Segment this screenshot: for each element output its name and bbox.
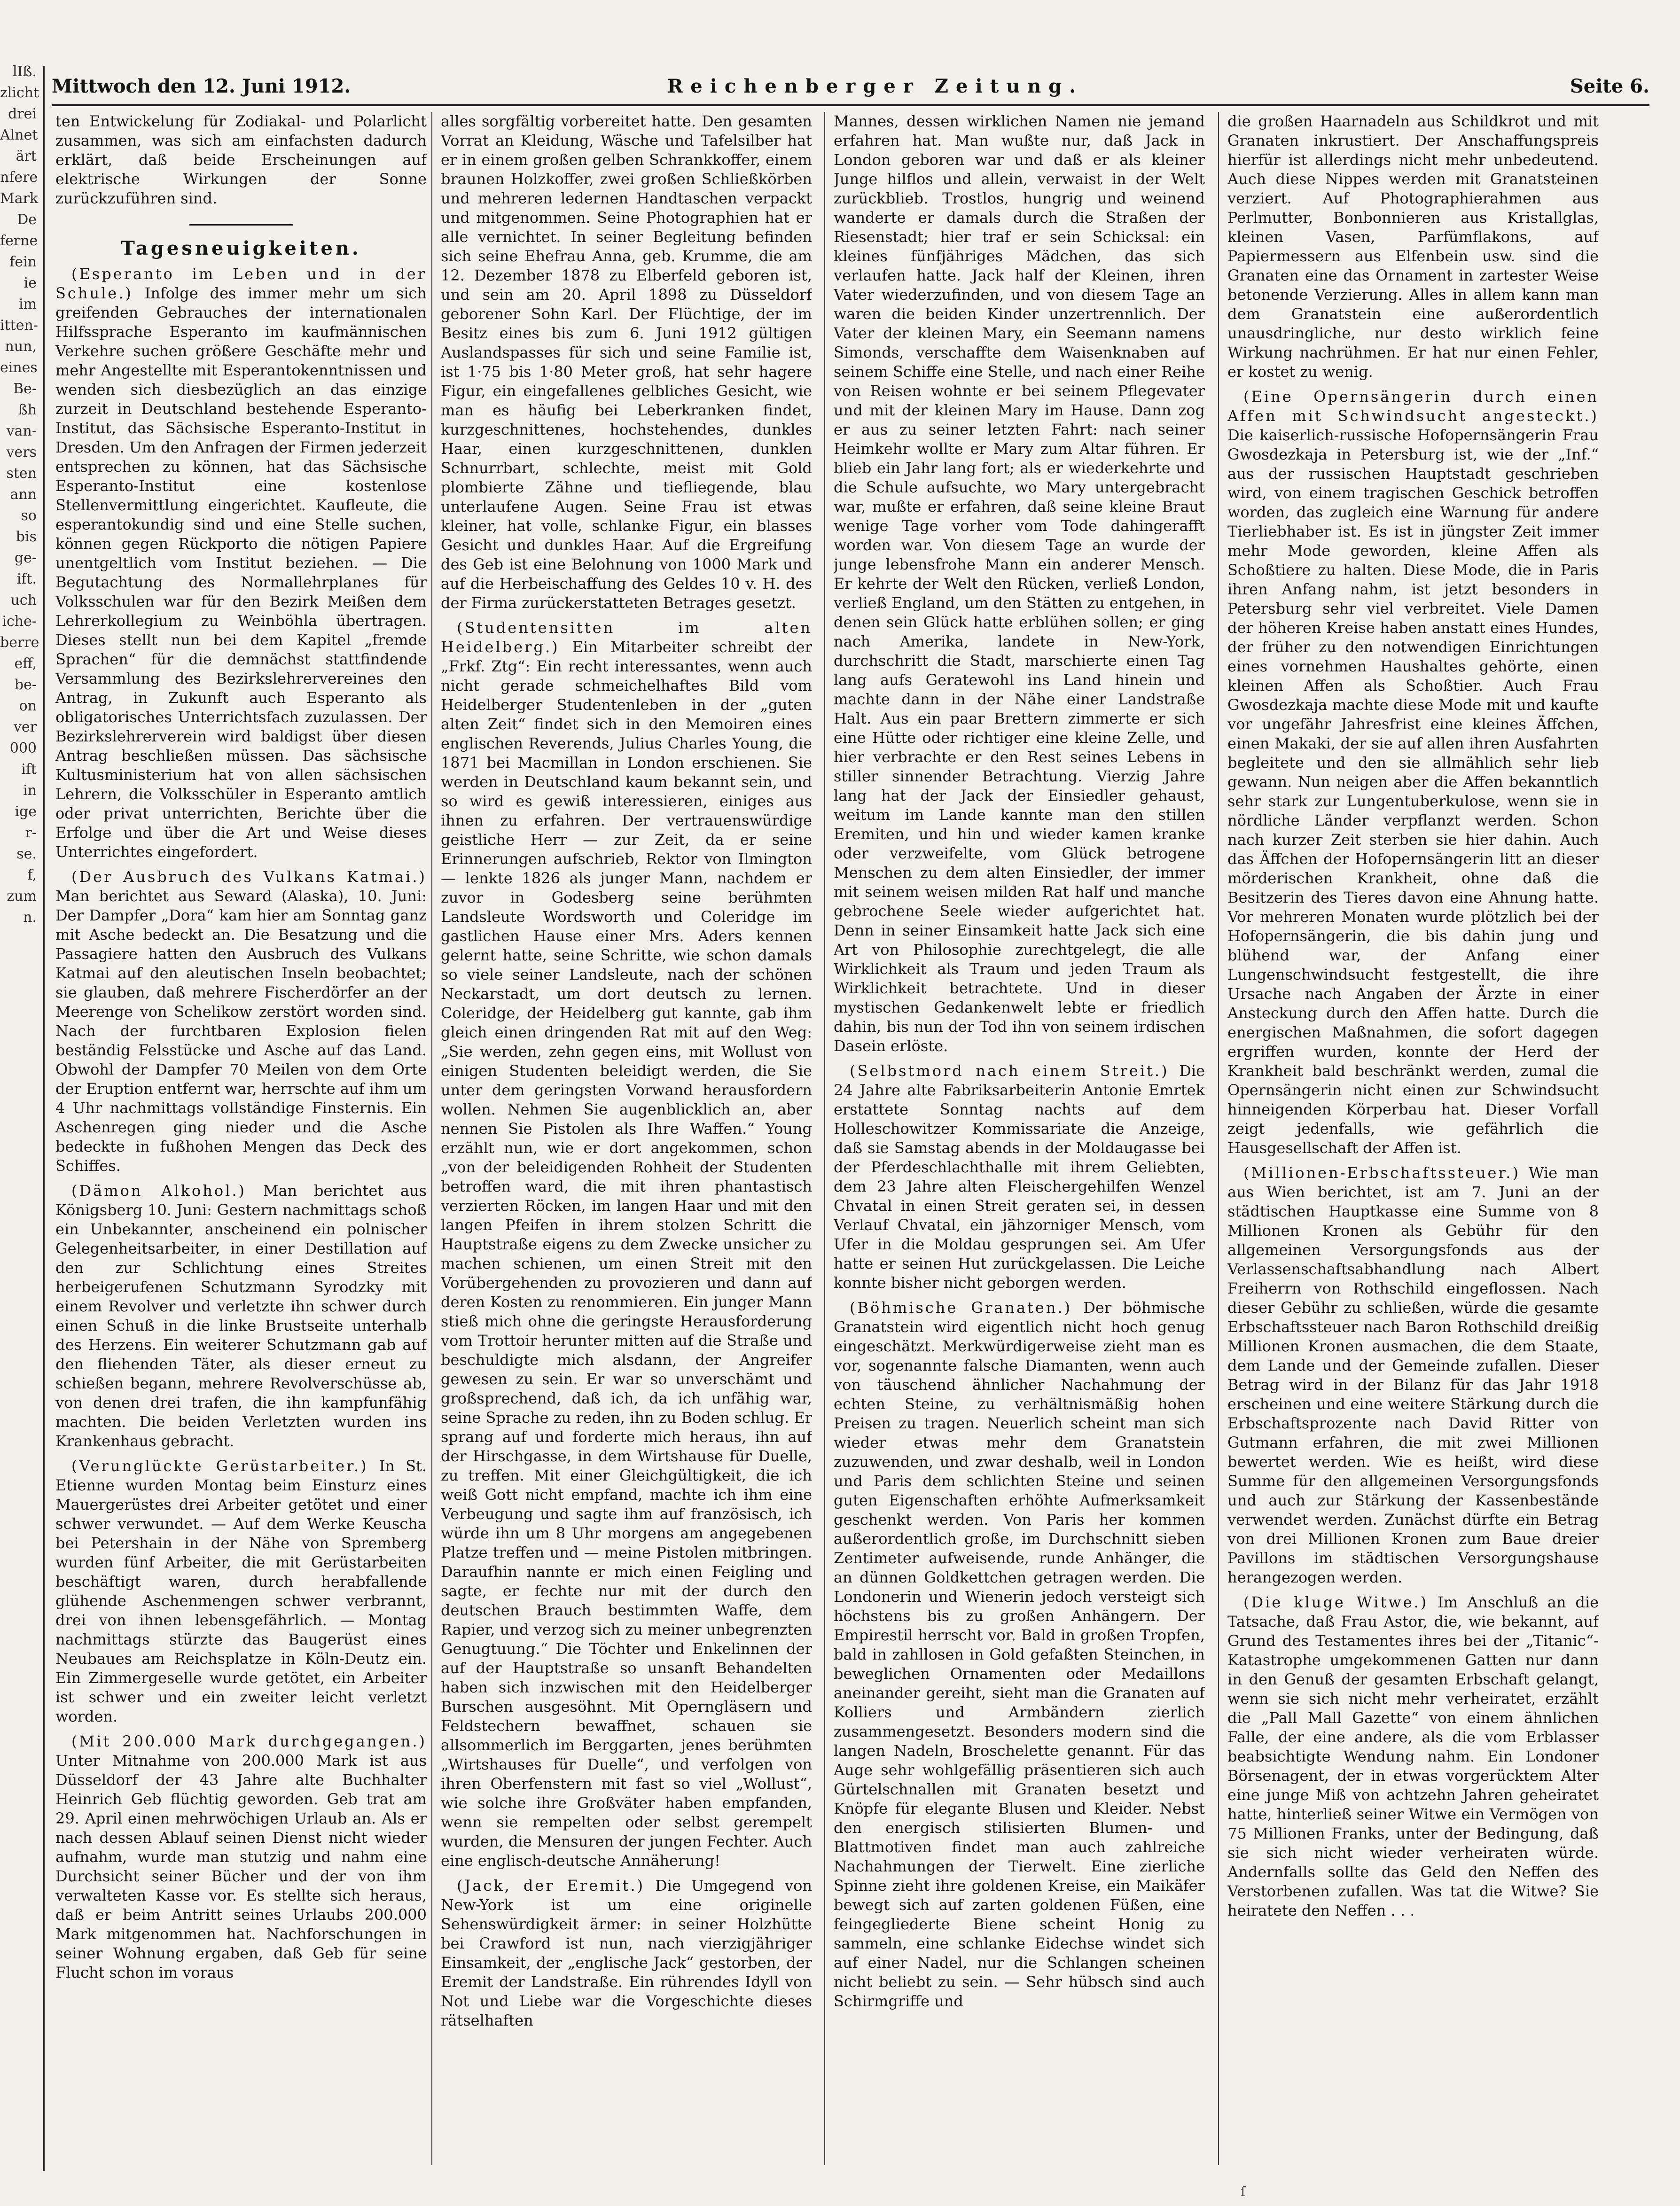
margin-fragment: se. — [16, 846, 37, 862]
margin-fragment: ärt — [16, 148, 37, 164]
margin-fragment: vers — [6, 444, 37, 460]
article-text: Der böhmische Granatstein wird eigentlich nicht hoch genug eingeschätzt. Merkwürdigerweise zieht man es vor, sogenannte falsche Diamanten, wenn auch von täuschend ähnlicher Nachahmung der echten Steine, zu verhältnismäßig hohen Preisen zu tragen. Neuerlich scheint man sich wieder etwas mehr dem Granatstein zuzuwenden, und zwar deshalb, weil in London und Paris dem schlichten Steine und seinen guten Eigenschaften erhöhte Aufmerksamkeit geschenkt werden. Von Paris her kommen außerordentlich große, im Durchschnitt sieben Zentimeter aufweisende, runde Anhänger, die an dünnen Goldkettchen getragen werden. Die Londonerin und Wienerin jedoch versteigt sich höchstens bis zu großen Anhängern. Der Empirestil herrscht vor. Bald in großen Tropfen, bald in zahllosen in Gold gefaßten Steinchen, in beweglichen Ornamenten oder Medaillons aneinander gereiht, sieht man die Granaten auf Kolliers und Armbändern zierlich zusammengesetzt. Besonders modern sind die langen Nadeln, Broschelette genannt. Für das Auge sehr wohlgefällig präsentieren sich auch Gürtelschnallen mit Granaten besetzt und Knöpfe für elegante Blusen und Kleider. Nebst den energisch stilisierten Blumen- und Blattmotiven findet man auch zahlreiche Nachahmungen der Tierwelt. Eine zierliche Spinne zieht ihre goldenen Kreise, ein Maikäfer bewegt sich auf zarten goldenen Füßen, eine feingegliederte Biene scheint Honig zu sammeln, eine schlanke Eidechse windet sich auf einer Nadel, nur die Schlangen scheinen nicht beliebt zu sein. — Sehr hübsch sind auch Schirmgriffe und — [834, 1299, 1205, 2010]
article-paragraph — [55, 1732, 427, 1982]
article-paragraph — [1227, 1163, 1599, 1587]
article-text: Ein Mitarbeiter schreibt der „Frkf. Ztg“: Ein recht interessantes, wenn auch nicht gerade schmeichelhaftes Bild vom Heidelberger Studentenleben in der „guten alten Zeit“ findet sich in den Memoiren eines englischen Reverends, Julius Charles Young, die 1871 bei Macmillan in London erschienen. Sie werden in Deutschland kaum bekannt sein, und so wird es gewiß interessieren, einiges aus ihnen zu erfahren. Der vertrauenswürdige geistliche Herr — zur Zeit, da er seine Erinnerungen aufschrieb, Rektor von Ilmington — lenkte 1826 als junger Mann, nachdem er zuvor in Godesberg seine berühmten Landsleute Wordsworth und Coleridge im gastlichen Hause einer Mrs. Aders kennen gelernt hatte, seine Schritte, wie schon damals so viele seiner Landsleute, nach der schönen Neckarstadt, um dort deutsch zu lernen. Coleridge, der Heidelberg gut kannte, gab ihm gleich einen dringenden Rat mit auf den Weg: „Sie werden, zehn gegen eins, mit Wollust von einigen Studenten beleidigt werden, die Sie unter dem geringsten Vorwand herausfordern wollen. Nehmen Sie augenblicklich an, aber nennen Sie Pistolen als Ihre Waffen.“ Young erzählt nun, wie er dort angekommen, schon „von der beleidigenden Rohheit der Studenten betroffen ward, die mit ihren phantastisch verzierten Röcken, im langen Haar und mit den langen Pfeifen in ihrem stolzen Schritt die Hauptstraße eigens zu dem Zwecke unsicher zu machen schienen, um einen Streit mit den Vorübergehenden zu provozieren und dann auf deren Kosten zu renommieren. Ein junger Mann stieß mich ohne die geringste Herausforderung vom Trottoir herunter mitten auf die Straße und beschuldigte mich alsdann, der Angreifer gewesen zu sein. Er war so unverschämt und großsprechend, daß ich, da ich unfähig war, seine Sprache zu reden, ihn zu Boden schlug. Er sprang auf und forderte mich heraus, ihn auf der Hirschgasse, in dem Wirtshause für Duelle, zu treffen. Mit einer Gleichgültigkeit, die ich weiß Gott nicht empfand, machte ich ihm eine Verbeugung und sagte ihm auf französisch, ich würde ihn um 8 Uhr morgens am angegebenen Platze treffen und — meine Pistolen mitbringen. Daraufhin nannte er mich einen Feigling und sagte, er fechte nur mit der durch den deutschen Brauch bestimmten Waffe, dem Rapier, und verzog sich zu meiner unbegrenzten Genugtuung.“ Die Töchter und Enkelinnen der auf der Hauptstraße so unsanft Behandelten haben sich inzwischen mit den Heidelberger Burschen ausgesöhnt. Mit Operngläsern und Feldstechern bewaffnet, schauen sie allsommerlich im Berggarten, jenes berühmten „Wirtshauses für Duelle“, und verfolgen von ihren Oberfenstern mit fast so viel „Wollust“, wie solche ihre Großväter haben empfanden, wenn sie rempelten oder selbst gerempelt wurden, die Mensuren der jungen Fechter. Auch eine englisch-deutsche Annäherung! — [441, 638, 812, 1870]
article-paragraph — [834, 1061, 1205, 1293]
article-text: Man berichtet aus Königsberg 10. Juni: Gestern nachmittags schoß ein Unbekannter, anscheinend ein polnischer Gelegenheitsarbeiter, in einer Destillation auf den zur Schlichtung eines Streites herbeigerufenen Schutzmann Syrodzky mit einem Revolver und verletzte ihn schwer durch einen Schuß in die linke Brustseite unterhalb des Herzens. Ein weiterer Schutzmann gab auf den fliehenden Täter, als dieser erneut zu schießen begann, mehrere Revolverschüsse ab, von denen drei trafen, die ihn kampfunfähig machten. Die beiden Verletzten wurden ins Krankenhaus gebracht. — [55, 1182, 427, 1450]
margin-fragment: fein — [9, 254, 37, 270]
margin-fragment: 000 — [9, 740, 37, 756]
article-kicker: (Dämon Alkohol.) — [71, 1182, 246, 1200]
article-paragraph — [441, 618, 812, 1871]
article-paragraph — [441, 1876, 812, 2030]
margin-fragment: berre — [0, 634, 39, 651]
page-number: Seite 6. — [1570, 75, 1649, 97]
section-divider — [189, 224, 293, 226]
article-paragraph — [55, 1457, 427, 1726]
article-text: alles sorgfältig vorbereitet hatte. Den gesamten Vorrat an Kleidung, Wäsche und Tafelsilber hat er in einem großen gelben Schrankkoffer, einem braunen Holzkoffer, zwei großen Schließkörben und mehreren ledernen Handtaschen verpackt und mitgenommen. Seine Photographien hat er alle vernichtet. In seiner Begleitung befinden sich seine Ehefrau Anna, geb. Krumme, die am 12. Dezember 1878 zu Elberfeld geboren ist, und sein am 20. April 1898 zu Düsseldorf geborener Sohn Karl. Der Flüchtige, der im Besitz eines bis zum 6. Juni 1912 gültigen Auslandspasses für sich und seine Familie ist, ist 1·75 bis 1·80 Meter groß, hat sehr hagere Figur, ein eingefallenes gelbliches Gesicht, wie man es häufig bei Leberkranken findet, kurzgeschnittenes, hochstehendes, dunkles Haar, einen kurzgeschnittenen, dunklen Schnurrbart, schlechte, meist mit Gold plombierte Zähne und tiefliegende, blau unterlaufene Augen. Seine Frau ist etwas kleiner, hat volle, schlanke Figur, ein blasses Gesicht und dunkles Haar. Auf die Ergreifung des Geb ist eine Belohnung von 1000 Mark und auf die Herbeischaffung des Geldes 10 v. H. des der Firma zurückerstatteten Betrages gesetzt. — [441, 112, 812, 612]
margin-fragment: De — [17, 211, 37, 228]
header-rule — [52, 104, 1649, 106]
article-paragraph — [1227, 387, 1599, 1158]
margin-fragment: ie — [23, 275, 37, 291]
article-kicker: (Der Ausbruch des Vulkans Katmai.) — [71, 868, 427, 886]
article-paragraph — [834, 1298, 1205, 2011]
column-rule — [824, 112, 825, 2165]
margin-fragment: in — [23, 782, 37, 799]
article-text: Die 24 Jahre alte Fabriksarbeiterin Antonie Emrtek erstattete Sonntag nachts auf dem Holleschowitzer Kommissariate die Anzeige, daß sie Samstag abends in der Moldaugasse bei der Pferdeschlachthalle mit ihrem Geliebten, dem 23 Jahre alten Fleischergehilfen Wenzel Chvatal in einen Streit geraten sei, in dessen Verlauf Chvatal, ein jähzorniger Mensch, vom Ufer in die Moldau gesprungen sei. Am Ufer hatte er seinen Hut zurückgelassen. Die Leiche konnte bisher nicht geborgen werden. — [834, 1062, 1205, 1292]
article-text: Man berichtet aus Seward (Alaska), 10. Juni: Der Dampfer „Dora“ kam hier am Sonntag ganz mit Asche bedeckt an. Die Besatzung und die Passagiere hatten den Ausbruch des Vulkans Katmai auf den aleutischen Inseln beobachtet; sie glauben, daß mehrere Fischerdörfer an der Meerenge von Schelikow zerstört worden sind. Nach der furchtbaren Explosion fielen beständig Felsstücke und Asche auf das Land. Obwohl der Dampfer 70 Meilen von dem Orte der Eruption entfernt war, herrschte auf ihm um 4 Uhr nachmittags vollständige Finsternis. Ein Aschenregen ging nieder und die Asche bedeckte in fußhohen Mengen das Deck des Schiffes. — [55, 887, 427, 1175]
article-paragraph — [1227, 1593, 1599, 1920]
margin-fragment: zlicht — [0, 85, 39, 101]
margin-fragment: lIß. — [12, 63, 37, 80]
article-text: die großen Haarnadeln aus Schildkrot und mit Granaten inkrustiert. Der Anschaffungspreis hierfür ist allerdings nicht mehr unbedeutend. Auch diese Nippes werden mit Granatsteinen verziert. Auf Photographierahmen aus Perlmutter, Bonbonnieren aus Kristallglas, kleinen Vasen, Parfümflakons, auf Papiermessern aus Elfenbein usw. sind die Granaten eine das Ornament in zartester Weise betonende Verzierung. Alles in allem kann man dem Granatstein eine außerordentlich unausdringliche, nur desto wirklich feine Wirkung nachrühmen. Er hat nur einen Fehler, er kostet zu wenig. — [1227, 112, 1599, 381]
margin-fragment: ge- — [14, 550, 37, 566]
margin-fragment: bis — [16, 529, 37, 545]
article-text: ten Entwickelung für Zodiakal- und Polarlicht zusammen, was sich am einfachsten dadurch erklärt, daß beide Erscheinungen auf elektrische Wirkungen der Sonne zurückzuführen sind. — [55, 112, 427, 207]
margin-fragment: on — [19, 698, 37, 714]
article-text: In St. Etienne wurden Montag beim Einsturz eines Mauergerüstes drei Arbeiter getötet und einer schwer verwundet. — Auf dem Werke Keuscha bei Petershain in der Nähe von Spremberg wurden fünf Arbeiter, die mit Gerüstarbeiten beschäftigt waren, durch herabfallende glühende Aschenmengen schwer verbrannt, drei von ihnen lebensgefährlich. — Montag nachmittags stürzte das Baugerüst eines Neubaues am Reichsplatze in Köln-Deutz ein. Ein Zimmergeselle wurde getötet, ein Arbeiter ist schwer und ein zweiter leicht verletzt worden. — [55, 1457, 427, 1725]
article-text: Im Anschluß an die Tatsache, daß Frau Astor, die, wie bekannt, auf Grund des Testamentes ihres bei der „Titanic“-Katastrophe umgekommenen Gatten nur dann in den Genuß der gesamten Erbschaft gelangt, wenn sie sich nicht mehr verheiratet, erzählt die „Pall Mall Gazette“ von einem ähnlichen Falle, der eine andere, als die vom Erblasser beabsichtigte Wendung nahm. Ein Londoner Börsenagent, der in etwas vorgerücktem Alter eine junge Miß von achtzehn Jahren geheiratet hatte, hinterließ seiner Witwe ein Vermögen von 75 Millionen Franks, unter der Bedingung, daß sie sich nicht wieder verheiraten würde. Andernfalls sollte das Geld den Neffen des Verstorbenen zufallen. Was tat die Witwe? Sie heiratete den Neffen . . . — [1227, 1593, 1599, 1919]
margin-fragment: ann — [10, 486, 37, 503]
section-title: Tagesneuigkeiten. — [121, 237, 361, 259]
article-paragraph — [55, 265, 427, 862]
margin-fragment: uch — [10, 592, 37, 608]
column-3 — [834, 112, 1205, 2165]
article-kicker: (Millionen-Erbschaftssteuer.) — [1243, 1164, 1520, 1182]
margin-fragment: r- — [25, 825, 37, 841]
margin-fragment: ferne — [0, 233, 38, 249]
margin-fragment: ver — [13, 719, 37, 735]
column-rule — [431, 112, 432, 2165]
margin-fragment: iche- — [2, 613, 37, 630]
column-2 — [441, 112, 812, 2165]
article-paragraph — [55, 867, 427, 1176]
margin-fragment: ift — [21, 761, 37, 778]
margin-fragment: Be- — [13, 381, 37, 397]
article-kicker: (Die kluge Witwe.) — [1243, 1593, 1429, 1611]
margin-fragment: itten- — [0, 317, 38, 334]
footer-mark: ſ — [1241, 2184, 1246, 2199]
newspaper-title: Reichenberger Zeitung. — [667, 75, 1084, 97]
margin-rule — [43, 66, 45, 2171]
article-text: Unter Mitnahme von 200.000 Mark ist aus Düsseldorf der 43 Jahre alte Buchhalter Heinrich Geb flüchtig geworden. Geb trat am 29. April einen mehrwöchigen Urlaub an. Als er nach dessen Ablauf seinen Dienst nicht wieder aufnahm, wurde man stutzig und nahm eine Durchsicht seiner Bücher und der von ihm verwalteten Kasse vor. Es stellte sich heraus, daß er beim Antritt seines Urlaubs 200.000 Mark mitgenommen hat. Nachforschungen in seiner Wohnung ergaben, daß Geb für seine Flucht schon im voraus — [55, 1752, 427, 1981]
article-kicker: (Selbstmord nach einem Streit.) — [850, 1062, 1169, 1080]
column-rule — [1218, 112, 1219, 2165]
column-1 — [55, 112, 427, 2165]
article-kicker: (Jack, der Eremit.) — [457, 1877, 645, 1894]
margin-fragment: ßh — [18, 402, 37, 418]
article-paragraph — [1227, 112, 1599, 382]
margin-fragment: drei — [8, 106, 37, 122]
header-date: Mittwoch den 12. Juni 1912. — [52, 75, 351, 97]
article-kicker: (Verunglückte Gerüstarbeiter.) — [71, 1457, 368, 1475]
article-kicker: (Mit 200.000 Mark durchgegangen.) — [71, 1732, 427, 1750]
margin-fragment: be- — [14, 677, 37, 693]
column-4 — [1227, 112, 1599, 2165]
margin-fragment: zum — [7, 888, 37, 904]
margin-fragment: Mark — [0, 190, 39, 207]
margin-fragment: nun, — [5, 338, 37, 355]
article-text: Mannes, dessen wirklichen Namen nie jemand erfahren hat. Man wußte nur, daß Jack in London geboren war und daß er als kleiner Junge hilflos und allein, verwaist in der Welt zurückblieb. Trostlos, hungrig und weinend wanderte er damals durch die Straßen der Riesenstadt; hier traf er sein Schicksal: ein kleines fünfjähriges Mädchen, das sich verlaufen hatte. Jack half der Kleinen, ihren Vater wiederzufinden, und von diesem Tage an waren die beiden Kinder unzertrennlich. Der Vater der kleinen Mary, ein Seemann namens Simonds, verschaffte dem Waisenknaben auf seinem Schiffe eine Stelle, und nach einer Reihe von Reisen wohnte er bei seinem Pflegevater und mit der kleinen Mary im Hause. Dann zog er aus zu seiner letzten Fahrt: nach seiner Heimkehr wollte er Mary zum Altar führen. Er blieb ein Jahr lang fort; als er wiederkehrte und die Schule aufsuchte, wo Mary untergebracht war, mußte er erfahren, daß seine kleine Braut wenige Tage vorher vom Tode dahingerafft worden war. Von diesem Tage an wurde der junge lebensfrohe Mann ein anderer Mensch. Er kehrte der Welt den Rücken, verließ London, verließ England, um den Stätten zu entgehen, in denen sein Glück hatte erblühen sollen; er ging nach Amerika, landete in New-York, durchschritt die Stadt, marschierte einen Tag lang aufs Geratewohl ins Land hinein und machte dann in der Nähe einer Landstraße Halt. Aus ein paar Brettern zimmerte er sich eine Hütte oder richtiger eine kleine Zelle, und hier verbrachte er den Rest seines Lebens in stiller sinnender Betrachtung. Vierzig Jahre lang hat der Jack der Einsiedler gehaust, weitum im Lande kannte man den stillen Eremiten, und hin und wieder kamen kranke oder verzweifelte, vom Glück betrogene Menschen zu dem alten Einsiedler, der immer mit seinem weisen milden Rat half und manche gebrochene Seele wieder aufgerichtet hat. Denn in seiner Einsamkeit hatte Jack sich eine Art von Philosophie zurechtgelegt, die alle Wirklichkeit als Traum und jeden Traum als Wirklichkeit betrachtete. Und in dieser mystischen Gedankenwelt lebte er friedlich dahin, bis nun der Tod ihn von seinem irdischen Dasein erlöste. — [834, 112, 1205, 1055]
margin-fragment: ift. — [16, 571, 37, 587]
article-kicker: (Studentensitten im alten Heidelberg.) — [441, 619, 812, 656]
margin-fragment: van- — [6, 423, 37, 439]
margin-fragment: n. — [23, 909, 37, 926]
margin-fragment: eff, — [14, 655, 37, 672]
article-paragraph — [55, 1181, 427, 1451]
margin-fragment: ige — [15, 803, 37, 820]
margin-fragment: f, — [27, 867, 37, 883]
margin-fragment: nfere — [0, 169, 38, 186]
margin-fragment: im — [18, 296, 37, 312]
article-paragraph — [441, 112, 812, 613]
article-paragraph — [834, 112, 1205, 1056]
article-text: Die Umgegend von New-York ist um eine originelle Sehenswürdigkeit ärmer: in seiner Holzhütte bei Crawford ist nun, nach vierzigjähriger Einsamkeit, der „englische Jack“ gestorben, der Eremit der Landstraße. Ein rührendes Idyll von Not und Liebe war die Vorgeschichte dieses rätselhaften — [441, 1877, 812, 2029]
article-text: Wie man aus Wien berichtet, ist am 7. Juni an der städtischen Hauptkasse eine Summe von 8 Millionen Kronen als Gebühr für den allgemeinen Versorgungsfonds aus der Verlassenschaftsabhandlung nach Albert Freiherrn von Rothschild eingeflossen. Nach dieser Gebühr zu schließen, würde die gesamte Erbschaftssteuer nach Baron Rothschild dreißig Millionen Kronen ausmachen, die dem Staate, dem Lande und der Gemeinde zufallen. Dieser Betrag wird in der Bilanz für das Jahr 1918 erscheinen und eine weitere Stärkung durch die Erbschaftsprozente nach David Ritter von Gutmann erfahren, die mit zwei Millionen bewertet werden. Wie es heißt, wird diese Summe für den allgemeinen Versorgungsfonds und auch zur Stärkung der Kassenbestände verwendet werden. Zunächst dürfte ein Betrag von drei Millionen Kronen zum Baue dreier Pavillons im städtischen Versorgungshause herangezogen werden. — [1227, 1164, 1599, 1586]
article-kicker: (Eine Opernsängerin durch einen Affen mit Schwindsucht angesteckt.) — [1227, 388, 1599, 425]
article-text: Die kaiserlich-russische Hofopernsängerin Frau Gwosdezkaja in Petersburg ist, wie der „Inf.“ aus der russischen Hauptstadt geschrieben wird, von einem tragischen Geschick betroffen worden, das zugleich eine Warnung für andere Tierliebhaber ist. Es ist in jüngster Zeit immer mehr Mode geworden, kleine Affen als Schoßtiere zu halten. Diese Mode, die in Paris ihren Anfang nahm, ist jetzt besonders in Petersburg sehr viel verbreitet. Viele Damen der höheren Kreise haben anstatt eines Hundes, der früher zu den notwendigen Einrichtungen eines vornehmen Haushaltes gehörte, einen kleinen Affen als Schoßtier. Auch Frau Gwosdezkaja machte diese Mode mit und kaufte vor ungefähr Jahresfrist eine kleines Äffchen, einen Makaki, der sie auf allen ihren Ausfahrten begleitete und den sie allmählich sehr lieb gewann. Nun neigen aber die Affen bekanntlich sehr stark zur Lungentuberkulose, wenn sie in nördliche Länder verpflanzt werden. Schon nach kurzer Zeit sterben sie hier dahin. Auch das Äffchen der Hofopernsängerin litt an dieser mörderischen Krankheit, ohne daß die Besitzerin des Tieres davon eine Ahnung hatte. Vor mehreren Monaten wurde plötzlich bei der Hofopernsängerin, die bis dahin jung und blühend war, der Anfang einer Lungenschwindsucht festgestellt, die ihre Ursache nach Angaben der Ärzte in einer Ansteckung durch den Affen hatte. Durch die energischen Maßnahmen, die sofort dagegen ergriffen wurden, konnte der Herd der Krankheit bald beschränkt werden, zumal die Opernsängerin nicht einen zur Schwindsucht hinneigenden Körperbau hat. Dieser Vorfall zeigt jedenfalls, wie gefährlich die Hausgesellschaft der Affen ist. — [1227, 426, 1599, 1157]
previous-page-margin — [0, 61, 43, 1447]
article-text: Infolge des immer mehr um sich greifenden Gebrauches der internationalen Hilfssprache Esperanto im kaufmännischen Verkehre suchen größere Geschäfte mehr und mehr Angestellte mit Esperantokenntnissen und wenden sich diesbezüglich an das einzige zurzeit in Deutschland bestehende Esperanto-Institut, das Sächsische Esperanto-Institut in Dresden. Um den Anfragen der Firmen jederzeit entsprechen zu können, hat das Sächsische Esperanto-Institut eine kostenlose Stellenvermittlung eingerichtet. Kaufleute, die esperantokundig sind und eine Stelle suchen, können gegen Rückporto die nötigen Papiere unentgeltlich vom Institut beziehen. — Die Begutachtung des Normallehrplanes für Volksschulen war für den Bezirk Meißen dem Lehrerkollegium zu Weinböhla übertragen. Dieses stellt nun bei dem Kapitel „fremde Sprachen“ für die demnächst stattfindende Versammlung des Bezirkslehrervereines den Antrag, in Zukunft auch Esperanto als obligatorisches Unterrichtsfach zuzulassen. Der Bezirkslehrerverein wird baldigst über diesen Antrag beschließen müssen. Das sächsische Kultusministerium hat von allen sächsischen Lehrern, die Volksschüler in Esperanto amtlich oder privat unterrichten, Berichte über die Erfolge und über die Art und Weise dieses Unterrichtes eingefordert. — [55, 284, 427, 861]
article-paragraph — [55, 112, 427, 208]
article-kicker: (Böhmische Granaten.) — [850, 1299, 1072, 1317]
margin-fragment: so — [21, 507, 37, 524]
margin-fragment: Alnet — [0, 127, 38, 143]
article-kicker: (Esperanto im Leben und in der Schule.) — [55, 265, 427, 302]
page-header — [52, 75, 1649, 103]
margin-fragment: eines — [0, 359, 38, 376]
margin-fragment: sten — [6, 465, 37, 482]
